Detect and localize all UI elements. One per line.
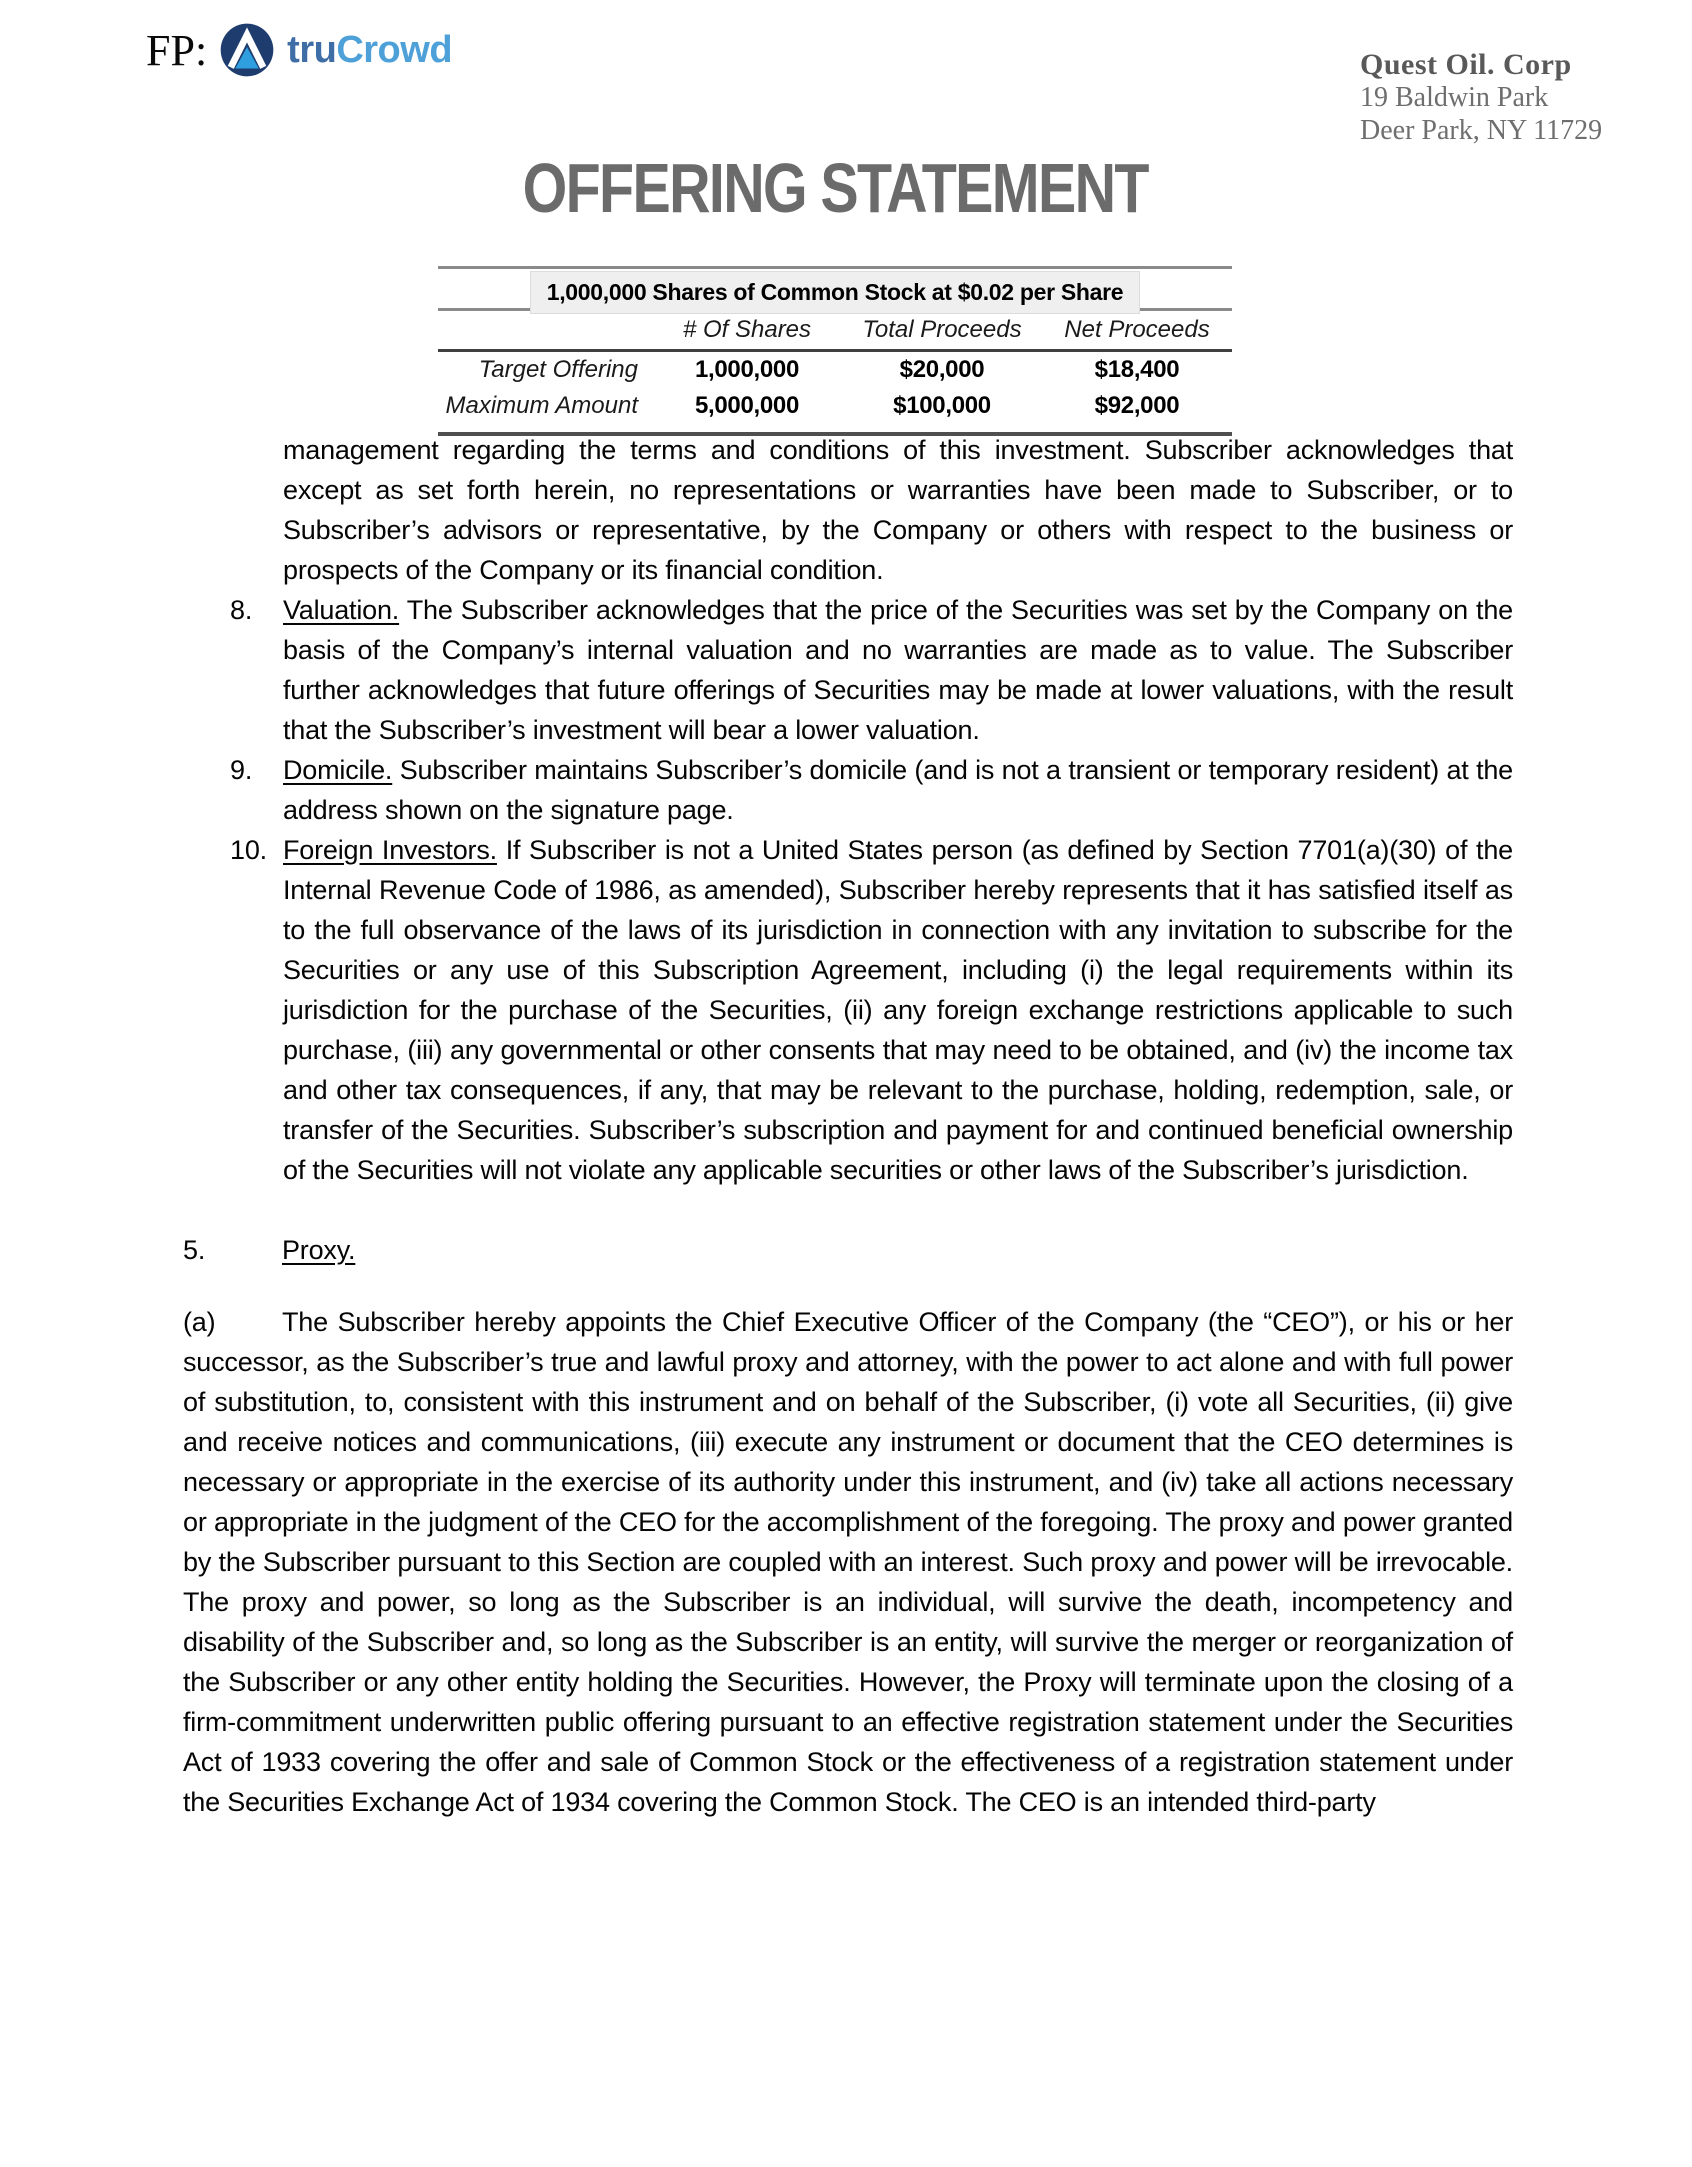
list-number: 9.: [230, 755, 253, 785]
section-heading-proxy: [183, 1230, 1513, 1270]
company-name: Quest Oil. Corp: [1360, 48, 1572, 81]
document-body: [183, 430, 1513, 1822]
trucrowd-wordmark: [287, 29, 452, 72]
list-item-heading: Domicile.: [283, 755, 393, 785]
list-item-domicile: [230, 750, 1513, 830]
title-wrap: [438, 148, 1232, 228]
row-label: Maximum Amount: [445, 392, 638, 419]
list-item-valuation: [230, 590, 1513, 750]
table-row-maximum-amount: [438, 388, 1232, 424]
offering-banner: 1,000,000 Shares of Common Stock at $0.02 per Share: [530, 271, 1140, 314]
list-item-text: If Subscriber is not a United States person (as defined by Section 7701(a)(30) of the Internal Revenue Code of 1986, as amended), Subscriber hereby represents that it has satisfied itself as to the full observance of the laws of its jurisdiction in connection with any invitation to subscribe for the Securities or any use of this Subscription Agreement, including (i) the legal requirements within its jurisdiction for the purchase of the Securities, (ii) any foreign exchange restrictions applicable to such purchase, (iii) any governmental or other consents that may need to be obtained, and (iv) the income tax and other tax consequences, if any, that may be relevant to the purchase, holding, redemption, sale, or transfer of the Securities. Subscriber’s subscription and payment for and continued beneficial ownership of the Securities will not violate any applicable securities or other laws of the Subscriber’s jurisdiction.: [283, 835, 1513, 1185]
paragraph-a: [183, 1302, 1513, 1822]
list-number: 10.: [230, 835, 267, 865]
section-title: Proxy.: [282, 1235, 356, 1265]
target-shares-value: 1,000,000: [694, 356, 800, 383]
trucrowd-logo-icon: [219, 22, 275, 78]
list-number: 8.: [230, 595, 253, 625]
max-total-proceeds-value: $100,000: [893, 392, 991, 419]
list-item-text: Subscriber maintains Subscriber’s domicile (and is not a transient or temporary resident) at the address shown on the signature page.: [283, 755, 1513, 825]
table-header-row: [438, 311, 1232, 349]
paragraph-a-text: The Subscriber hereby appoints the Chief Executive Officer of the Company (the “CEO”), or his or her successor, as the Subscriber’s true and lawful proxy and attorney, with the power to act alone and with full power of substitution, to, consistent with this instrument and on behalf of the Subscriber, (i) vote all Securities, (ii) give and receive notices and communications, (iii) execute any instrument or document that the CEO determines is necessary or appropriate in the exercise of its authority under this instrument, and (iv) take all actions necessary or appropriate in the judgment of the CEO for the accomplishment of the foregoing. The proxy and power granted by the Subscriber pursuant to this Section are coupled with an interest. Such proxy and power will be irrevocable. The proxy and power, so long as the Subscriber is an individual, will survive the death, incompetency and disability of the Subscriber and, so long as the Subscriber is an entity, will survive the merger or reorganization of the Subscriber or any other entity holding the Securities. However, the Proxy will terminate upon the closing of a firm-commitment underwritten public offering pursuant to an effective registration statement under the Securities Act of 1933 covering the offer and sale of Common Stock or the effectiveness of a registration statement under the Securities Exchange Act of 1934 covering the Common Stock. The CEO is an intended third-party: [183, 1307, 1513, 1817]
offering-table: [438, 266, 1232, 436]
wordmark-tru: tru: [287, 28, 337, 71]
list-item-foreign-investors: [230, 830, 1513, 1190]
company-address-block: [1360, 48, 1602, 147]
max-net-proceeds-value: $92,000: [1094, 392, 1180, 419]
paragraph-a-marker: (a): [183, 1307, 216, 1337]
list-item-text: The Subscriber acknowledges that the price of the Securities was set by the Company on the basis of the Company’s internal valuation and no warranties are made as to value. The Subscriber further acknowledges that future offerings of Securities may be made at lower valuations, with the result that the Subscriber’s investment will bear a lower valuation.: [283, 595, 1513, 745]
platform-brand: [146, 22, 452, 78]
page-title: OFFERING STATEMENT: [522, 149, 1148, 227]
column-header-net-proceeds: Net Proceeds: [1064, 316, 1210, 343]
column-header-total-proceeds: Total Proceeds: [862, 316, 1022, 343]
company-address-line-1: 19 Baldwin Park: [1360, 82, 1549, 113]
list-item-heading: Valuation.: [283, 595, 400, 625]
section-number: 5.: [183, 1235, 206, 1265]
wordmark-crowd: Crowd: [336, 28, 453, 71]
list-item-heading: Foreign Investors.: [283, 835, 497, 865]
offering-banner-row: [438, 269, 1232, 311]
column-header-shares: # Of Shares: [682, 316, 812, 343]
intro-paragraph: management regarding the terms and conditions of this investment. Subscriber acknowledges that except as set forth herein, no representations or warranties have been made to Subscriber, or to Subscriber’s advisors or representative, by the Company or others with respect to the business or prospects of the Company or its financial condition.: [283, 435, 1513, 585]
company-address-line-2: Deer Park, NY 11729: [1360, 115, 1603, 146]
fp-label: FP:: [146, 25, 208, 75]
table-row-target-offering: [438, 352, 1232, 388]
max-shares-value: 5,000,000: [694, 392, 800, 419]
target-total-proceeds-value: $20,000: [899, 356, 985, 383]
target-net-proceeds-value: $18,400: [1094, 356, 1180, 383]
row-label: Target Offering: [478, 356, 638, 383]
